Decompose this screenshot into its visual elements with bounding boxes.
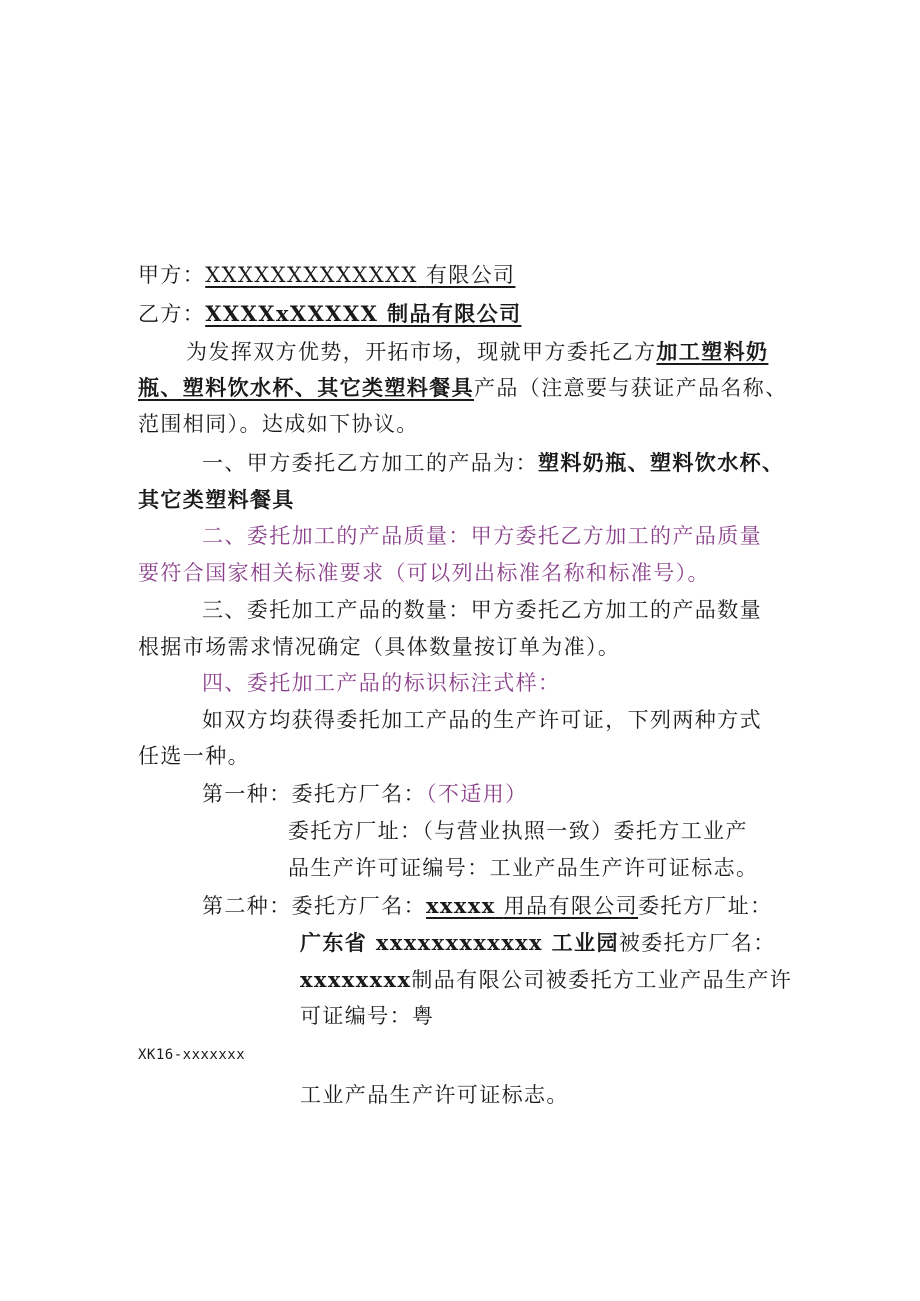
clause-4-title: 四、委托加工产品的标识标注式样： [202,671,561,695]
clause-2-line-1: 二、委托加工的产品质量：甲方委托乙方加工的产品质量 [202,524,762,548]
clause-3-line-1: 三、委托加工产品的数量：甲方委托乙方加工的产品数量 [202,598,762,622]
option-1-not-applicable: （不适用） [426,782,528,806]
party-a-line [138,265,515,286]
option-2-line-4: 可证编号：粤 [300,1004,435,1028]
intro-line-1: 为发挥双方优势，开拓市场，现就甲方委托乙方加工塑料奶 [186,339,769,364]
intro-line-3: 范围相同）。达成如下协议。 [138,412,419,436]
clause-1-line-1: 一、甲方委托乙方加工的产品为：塑料奶瓶、塑料饮水杯、 [202,450,785,475]
clause-1-line-2: 其它类塑料餐具 [138,487,295,512]
party-b-name: XXXXxXXXXX 制品有限公司 [205,301,522,326]
party-b-line [138,303,521,325]
intro-products-1: 加工塑料奶 [656,339,769,364]
party-a-name: XXXXXXXXXXXXX 有限公司 [205,263,516,287]
option-1-line-3: 品生产许可证编号：工业产品生产许可证标志。 [288,856,759,880]
intro-line-2: 瓶、塑料饮水杯、其它类塑料餐具产品（注意要与获证产品名称、 [138,375,788,400]
option-1-line-1: 第一种：委托方厂名：（不适用） [202,782,528,806]
option-2-license-mark: 工业产品生产许可证标志。 [300,1083,569,1107]
option-2-license-number: XK16-xxxxxxx [138,1047,246,1063]
clause-2-line-2: 要符合国家相关标准要求（可以列出标准名称和标准号）。 [138,561,710,585]
intro-products-2: 瓶、塑料饮水杯、其它类塑料餐具 [138,375,474,400]
option-1-line-2: 委托方厂址：（与营业执照一致）委托方工业产 [288,819,748,843]
option-2-line-2: 广东省 xxxxxxxxxxxx 工业园被委托方厂名： [300,930,776,955]
party-b-label: 乙方： [138,302,206,326]
option-2-line-1: 第二种：委托方厂名：xxxxx 用品有限公司委托方厂址： [202,893,773,918]
option-2-company: xxxxx 用品有限公司 [426,893,639,918]
clause-4-intro-line-2: 任选一种。 [138,744,250,768]
clause-4-intro-line-1: 如双方均获得委托加工产品的生产许可证，下列两种方式 [202,708,762,732]
option-2-address: 广东省 xxxxxxxxxxxx 工业园 [300,930,619,955]
clause-3-line-2: 根据市场需求情况确定（具体数量按订单为准）。 [138,635,621,659]
option-2-line-3: xxxxxxxx制品有限公司被委托方工业产品生产许 [300,967,793,992]
party-a-label: 甲方： [138,263,206,287]
